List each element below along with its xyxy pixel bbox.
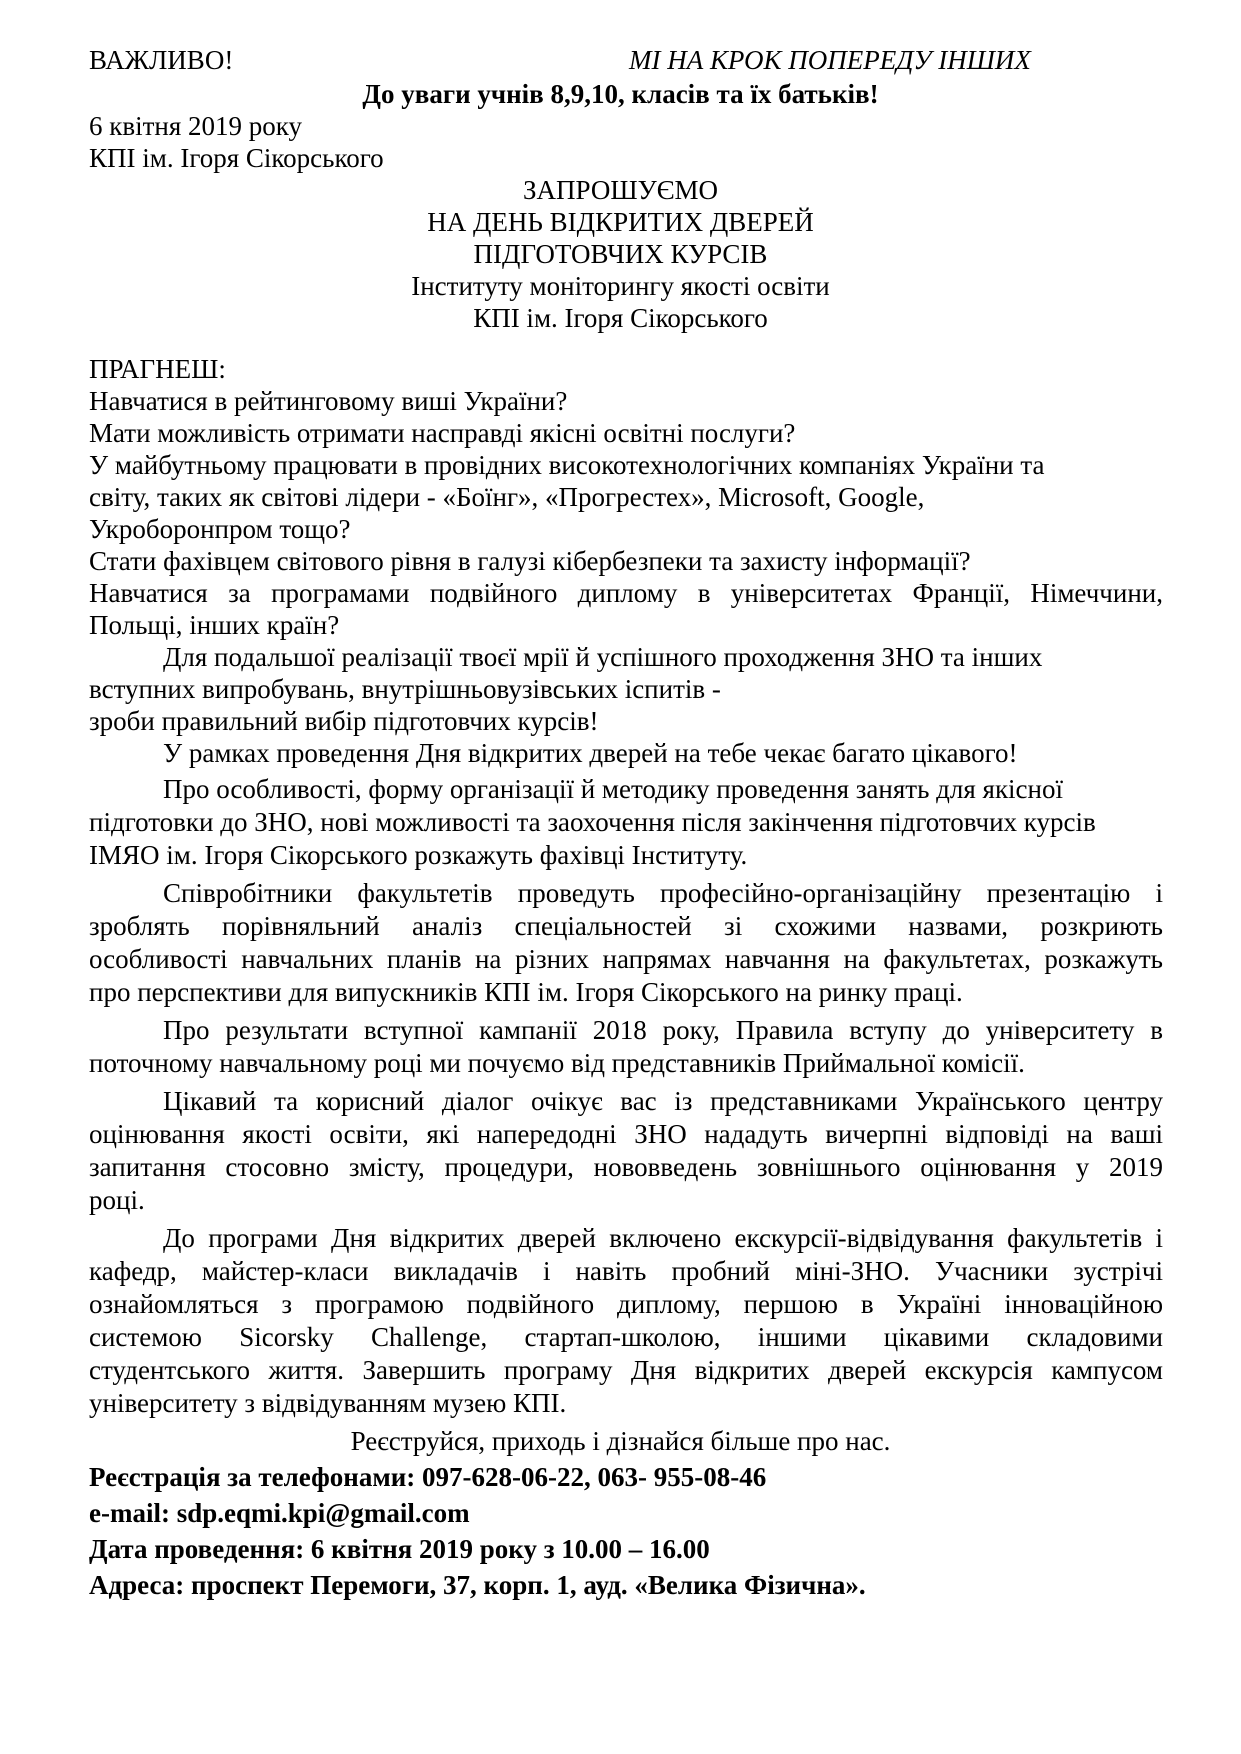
paragraph-6-line-3: запитання стосовно змісту, процедури, нововведень зовнішнього оцінювання у 2019 — [89, 1152, 1163, 1182]
registration-phones: Реєстрація за телефонами: 097-628-06-22, 063- 955-08-46 — [89, 1462, 767, 1492]
paragraph-1-line-2: вступних випробувань, внутрішньовузівських іспитів - — [89, 674, 721, 704]
paragraph-7-line-4: системою Sicorsky Challenge, стартап-школою, іншими цікавими складовими — [89, 1322, 1163, 1352]
paragraph-2-line-1: У рамках проведення Дня відкритих дверей на тебе чекає багато цікавого! — [163, 738, 1018, 768]
title-line-5: КПІ ім. Ігоря Сікорського — [473, 303, 768, 333]
questions-heading: ПРАГНЕШ: — [89, 354, 226, 384]
paragraph-4-line-4: про перспективи для випускників КПІ ім. Ігоря Сікорського на ринку праці. — [89, 977, 963, 1007]
closing-line: Реєструйся, приходь і дізнайся більше про нас. — [350, 1426, 891, 1456]
question-4: Стати фахівцем світового рівня в галузі кібербезпеки та захисту інформації? — [89, 546, 971, 576]
contact-email: e-mail: sdp.eqmi.kpi@gmail.com — [89, 1498, 470, 1528]
paragraph-7-line-1: До програми Дня відкритих дверей включено екскурсії-відвідування факультетів і — [163, 1223, 1163, 1253]
paragraph-7-line-5: студентського життя. Завершить програму Дня відкритих дверей екскурсія кампусом — [89, 1355, 1163, 1385]
paragraph-1-line-3: зроби правильний вибір підготовчих курсів! — [89, 706, 599, 736]
paragraph-3-line-2: підготовки до ЗНО, нові можливості та заохочення після закінчення підготовчих курсів — [89, 807, 1096, 837]
important-label: ВАЖЛИВО! — [89, 45, 234, 75]
paragraph-5-line-2: поточному навчальному році ми почуємо від представників Приймальної комісії. — [89, 1048, 1025, 1078]
paragraph-4-line-1: Співробітники факультетів проведуть професійно-організаційну презентацію і — [163, 878, 1163, 908]
paragraph-6-line-4: році. — [89, 1185, 145, 1215]
question-3-line-3: Укроборонпром тощо? — [89, 514, 351, 544]
question-5-line-2: Польщі, інших країн? — [89, 610, 340, 640]
question-1: Навчатися в рейтинговому виші України? — [89, 386, 568, 416]
paragraph-1-line-1: Для подальшої реалізації твоєї мрії й успішного проходження ЗНО та інших — [163, 642, 1043, 672]
paragraph-7-line-6: університету з відвідуванням музею КПІ. — [89, 1388, 567, 1418]
question-5-line-1: Навчатися за програмами подвійного диплому в університетах Франції, Німеччини, — [89, 578, 1163, 608]
paragraph-4-line-3: особливості навчальних планів на різних напрямах навчання на факультетах, розкажуть — [89, 944, 1163, 974]
paragraph-3-line-3: ІМЯО ім. Ігоря Сікорського розкажуть фахівці Інституту. — [89, 840, 748, 870]
question-2: Мати можливість отримати насправді якісні освітні послуги? — [89, 418, 796, 448]
event-date: 6 квітня 2019 року — [89, 111, 303, 141]
event-address: Адреса: проспект Перемоги, 37, корп. 1, ауд. «Велика Фізична». — [89, 1570, 866, 1600]
title-line-3: ПІДГОТОВЧИХ КУРСІВ — [473, 239, 768, 269]
title-line-1: ЗАПРОШУЄМО — [522, 175, 719, 205]
paragraph-4-line-2: зроблять порівняльний аналіз спеціальностей зі схожими назвами, розкриють — [89, 911, 1163, 941]
paragraph-6-line-1: Цікавий та корисний діалог очікує вас із представниками Українського центру — [163, 1086, 1163, 1116]
paragraph-7-line-2: кафедр, майстер-класи викладачів і навіть пробний міні-ЗНО. Учасники зустрічі — [89, 1256, 1163, 1286]
paragraph-3-line-1: Про особливості, форму організації й методику проведення занять для якісної — [163, 774, 1063, 804]
title-line-2: НА ДЕНЬ ВІДКРИТИХ ДВЕРЕЙ — [427, 207, 814, 237]
title-line-4: Інституту моніторингу якості освіти — [411, 271, 830, 301]
event-datetime: Дата проведення: 6 квітня 2019 року з 10.00 – 16.00 — [89, 1534, 710, 1564]
motto-text: МІ НА КРОК ПОПЕРЕДУ ІНШИХ — [629, 45, 1031, 75]
question-3-line-2: світу, таких як світові лідери - «Боїнг», «Прогрестех», Microsoft, Google, — [89, 482, 925, 512]
paragraph-7-line-3: ознайомляться з програмою подвійного диплому, першою в Україні інноваційною — [89, 1289, 1163, 1319]
question-3-line-1: У майбутньому працювати в провідних високотехнологічних компаніях України та — [89, 450, 1045, 480]
attention-heading: До уваги учнів 8,9,10, класів та їх батьків! — [362, 79, 879, 109]
event-place: КПІ ім. Ігоря Сікорського — [89, 143, 384, 173]
paragraph-5-line-1: Про результати вступної кампанії 2018 року, Правила вступу до університету в — [163, 1015, 1163, 1045]
paragraph-6-line-2: оцінювання якості освіти, які напередодні ЗНО нададуть вичерпні відповіді на ваші — [89, 1119, 1163, 1149]
